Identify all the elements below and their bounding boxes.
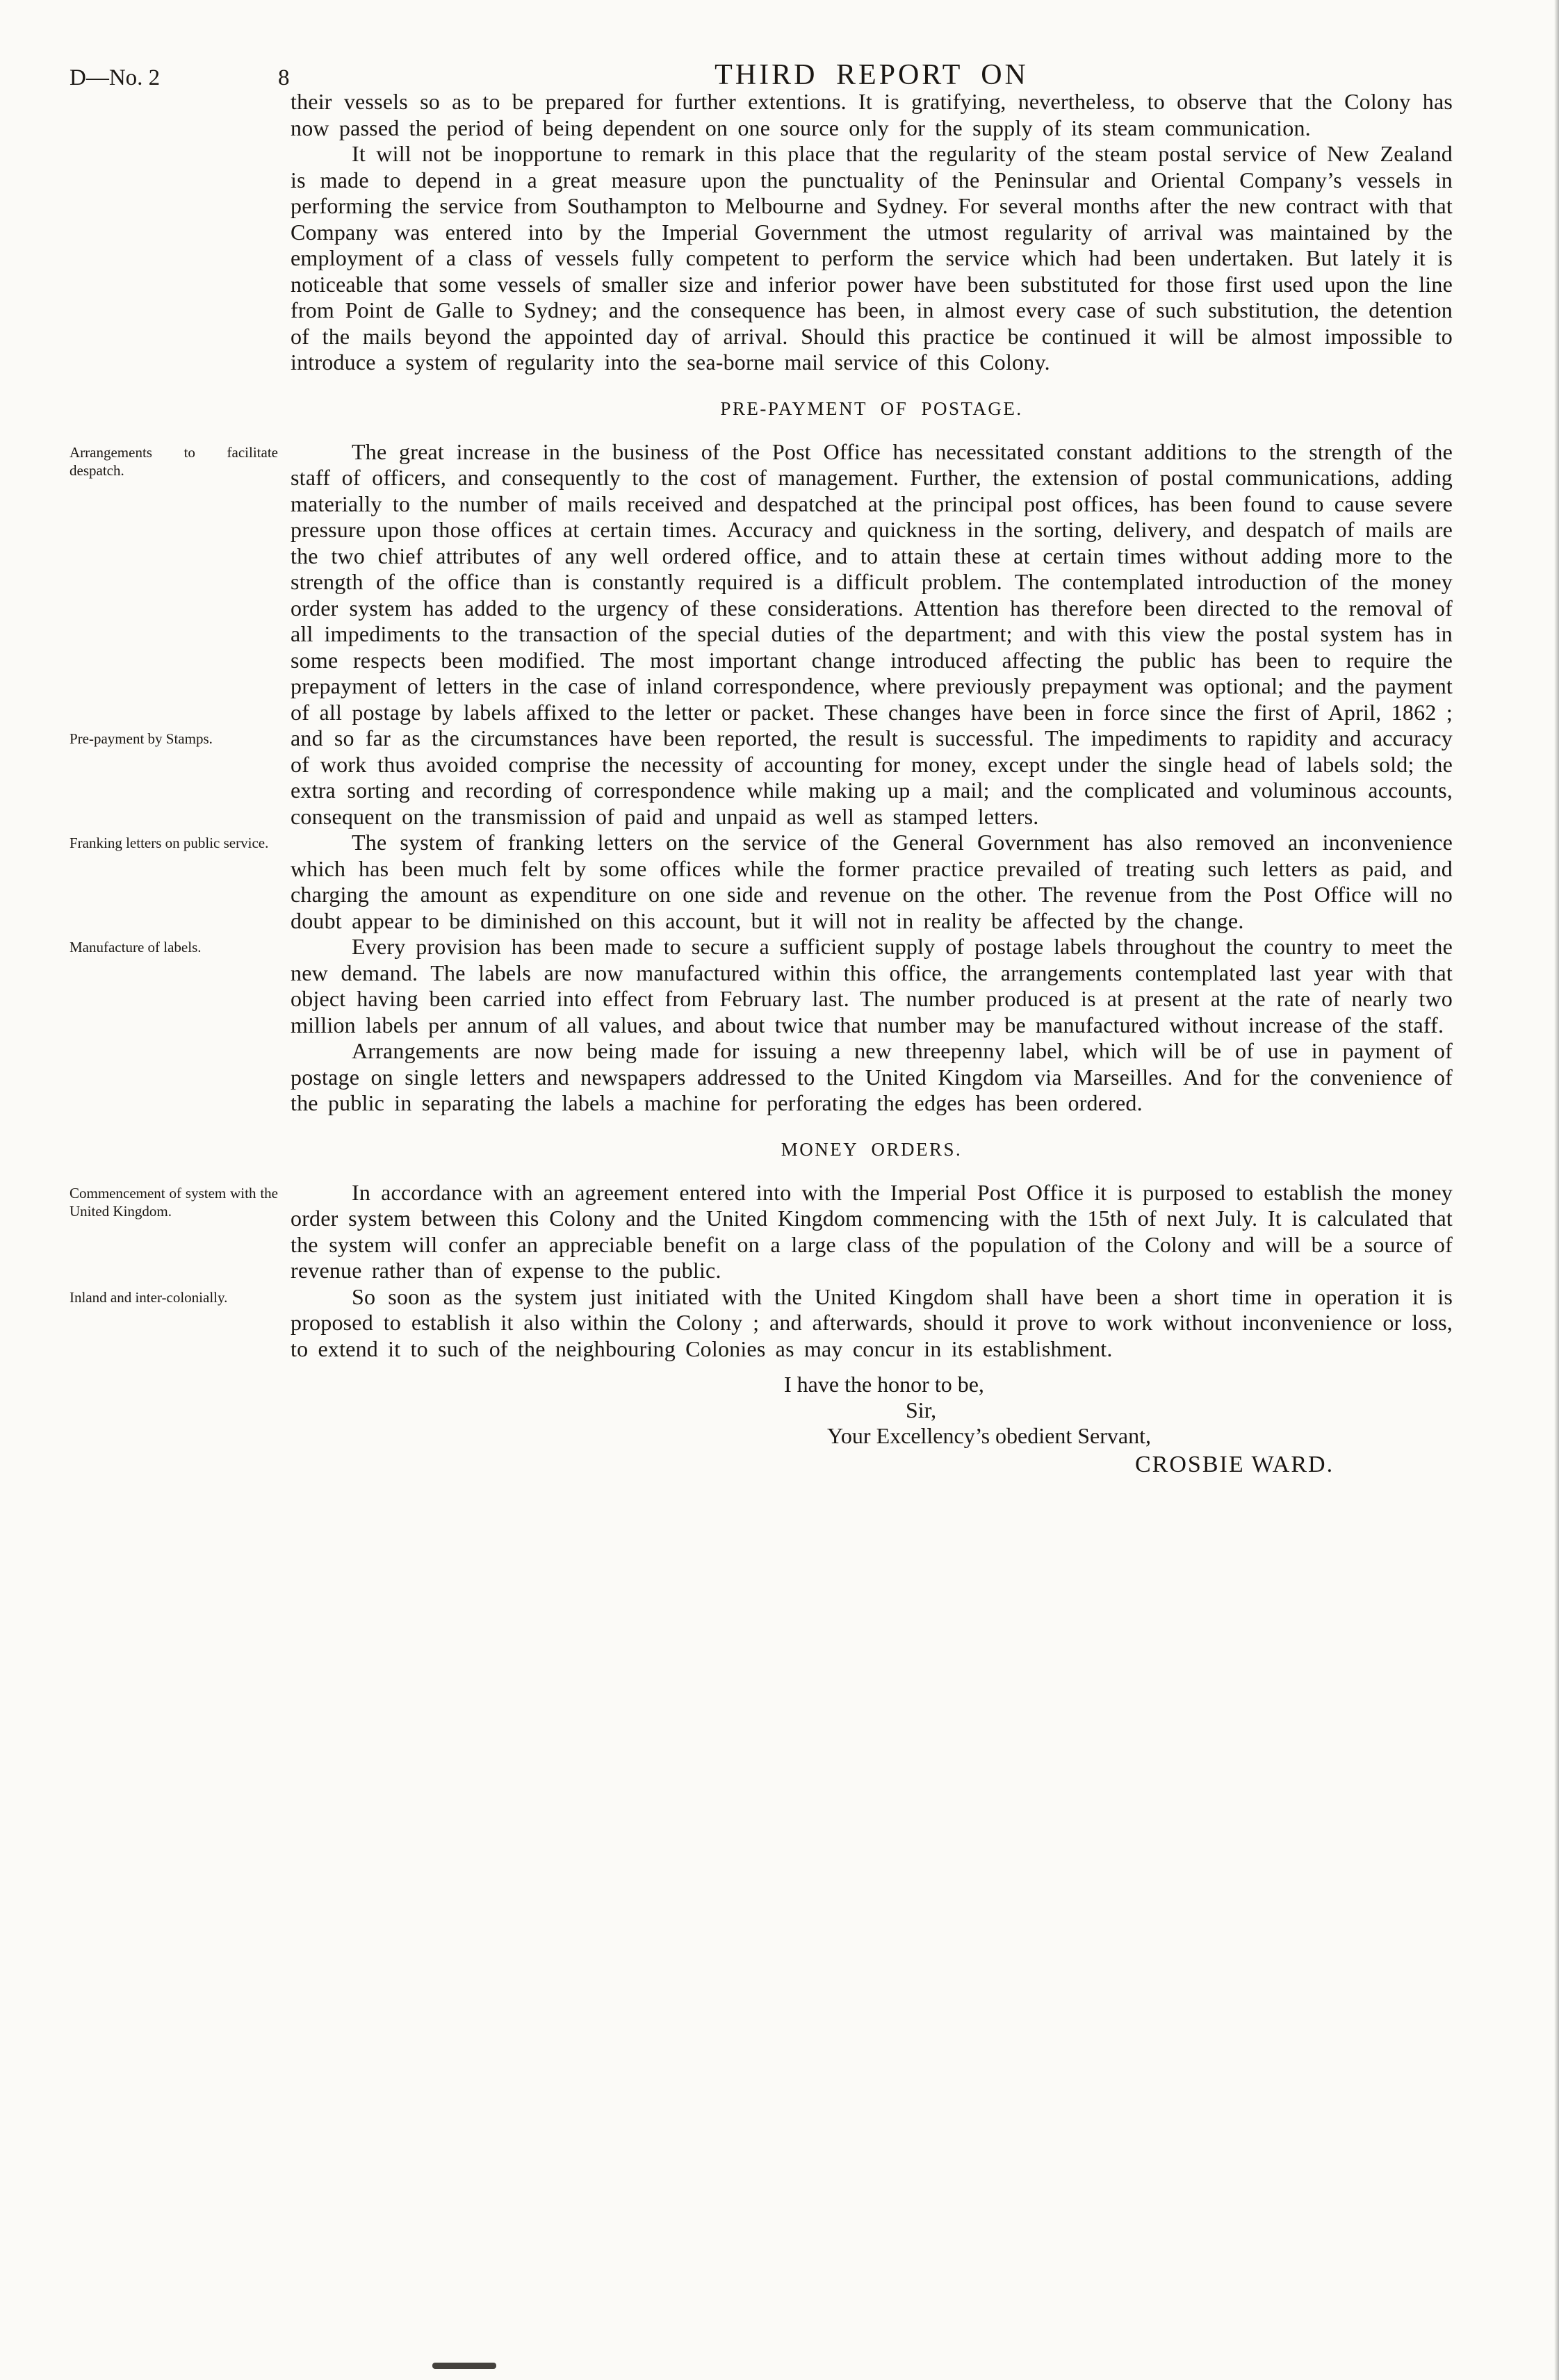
paragraph-franking-letters: The system of franking letters on the service of the General Government has also removed an inconvenience which has been much felt by some offices while the former practice prevailed of treating such letters as paid, and charging the amount as expenditure on one side and revenue on the other. The revenue from the Post Office will no doubt appear to be diminished on this account, but it will not in reality be affected by the change. [291,830,1453,933]
paragraph-row [0,1038,1559,1117]
scan-artifact-mark [432,2363,496,2369]
closing-block [0,1372,1559,1532]
signature-name: CROSBIE WARD. [1135,1452,1334,1477]
scan-edge-shadow [1554,0,1559,2380]
paragraph-row [0,89,1559,141]
paragraph-row [0,141,1559,376]
margin-note-commencement-united-kingdom: Commencement of system with the United Kingdom. [70,1184,278,1220]
paragraph-prepayment-of-postage [291,439,1453,830]
margin-note-prepayment-by-stamps: Pre-payment by Stamps. [70,730,213,747]
closing-servant-line: Your Excellency’s obedient Servant, [827,1423,1151,1448]
page-number: 8 [278,65,290,90]
closing-honor-line: I have the honor to be, [784,1372,984,1397]
paragraph-inland-extension: So soon as the system just initiated with the United Kingdom shall have been a short time in operation it is proposed to establish it also within the Colony ; and afterwards, should it prove to work without inconvenience or loss, to extend it to such of the neighbouring Colonies as may concur in its establishment. [291,1283,1453,1361]
paragraph-money-order-united-kingdom: In accordance with an agreement entered into with the Imperial Post Office it is purposed to establish the money order system between this Colony and the United Kingdom commencing with the 15th of next July. It is calculated that the system will confer an appreciable benefit on a large class of the population of the Colony and will be a source of revenue rather than of expense to the public. [291,1179,1453,1283]
paragraph-manufacture-of-labels: Every provision has been made to secure a sufficient supply of postage labels throughout the country to meet the new demand. The labels are now manufactured within this office, the arrangements contemplated last year with that object having been carried into effect from February last. The number produced is at present at the rate of nearly two million labels per annum of all values, and about twice that number may be manufactured without increase of the staff. [291,934,1453,1037]
paragraph-row [0,830,1559,934]
document-body [0,89,1559,1532]
margin-note-arrangements-despatch: Arrangements to facilitate despatch. [70,443,278,479]
paragraph-threepenny-label: Arrangements are now being made for issuing a new threepenny label, which will be of use in payment of postage on single letters and newspapers addressed to the United Kingdom via Marseilles. And for the convenience of the public in separating the labels a machine for perforating the edges has been ordered. [291,1038,1453,1115]
margin-note-manufacture-of-labels: Manufacture of labels. [70,939,202,955]
paragraph-row [0,934,1559,1038]
closing-sir-line: Sir, [906,1397,937,1422]
paragraph-row [0,439,1559,830]
heading-prepayment-of-postage: PRE-PAYMENT OF POSTAGE. [720,397,1023,419]
margin-note-inland-intercolonially: Inland and inter-colonially. [70,1288,228,1306]
running-title: THIRD REPORT ON [715,59,1029,91]
paragraph-row [0,1180,1559,1284]
paragraph-steam-postal-service: It will not be inopportune to remark in this place that the regularity of the steam postal service of New Zealand is made to depend in a great measure upon the punctuality of the Peninsular and Oriental Company’s vessels in performing the service from Southampton to Melbourne and Sydney. For several months after the new contract with that Company was entered into by the Imperial Government the utmost regularity of arrival was maintained by the employment of a class of vessels fully competent to perform the service which had been undertaken. But lately it is noticeable that some vessels of smaller size and inferior power have been substituted for those first used upon the line from Point de Galle to Sydney; and the consequence has been, in almost every case of such substitution, the detention of the mails beyond the appointed day of arrival. Should this practice be continued it will be almost impossible to introduce a system of regularity into the sea-borne mail service of this Colony. [291,141,1453,375]
paragraph-prepayment-part1: The great increase in the business of the Post Office has necessitated constant additions to the strength of the staff of officers, and consequently to the cost of management. Further, the extension of postal communications, adding materially to the number of mails received and despatched at the principal post offices, has been found to cause severe pressure upon those offices at certain times. Accuracy and quickness in the sorting, delivery, and despatch of mails are the two chief attributes of any well ordered office, and to attain these at certain times without adding more to the strength of the office than is constantly required is a difficult problem. The contemplated introduction of the money order system has added to the urgency of these considerations. Attention has therefore been directed to the removal of all impediments to the transaction of the special duties of the department; and with this view the postal system has in some respects been modified. The most important change introduced affecting the public has been to require the prepayment of letters in the case of inland correspondence, where previously prepayment was optional; and the payment of all postage by labels affixed to the letter or [291,438,1453,725]
heading-money-orders: MONEY ORDERS. [781,1138,963,1160]
doc-number: D—No. 2 [70,65,161,90]
paragraph-row [0,1284,1559,1363]
paragraph-steam-communication: their vessels so as to be prepared for further extentions. It is gratifying, nevertheless, to observe that the Colony has now passed the period of being dependent on one source only for the supply of its steam communication. [291,89,1453,140]
margin-note-franking-letters: Franking letters on public service. [70,835,269,851]
paragraph-prepayment-part2: packet. These changes have been in force since the first of April, 1862 ; and so far as the circumstances have been reported, the result is successful. The impediments to rapidity and accuracy of work thus avoided comprise the necessity of accounting for money, except under the single head of labels sold; the extra sorting and recording of correspondence while making up a mail; and the complicated and voluminous accounts, consequent on the transmission of paid and unpaid as well as stamped letters. [291,699,1453,829]
